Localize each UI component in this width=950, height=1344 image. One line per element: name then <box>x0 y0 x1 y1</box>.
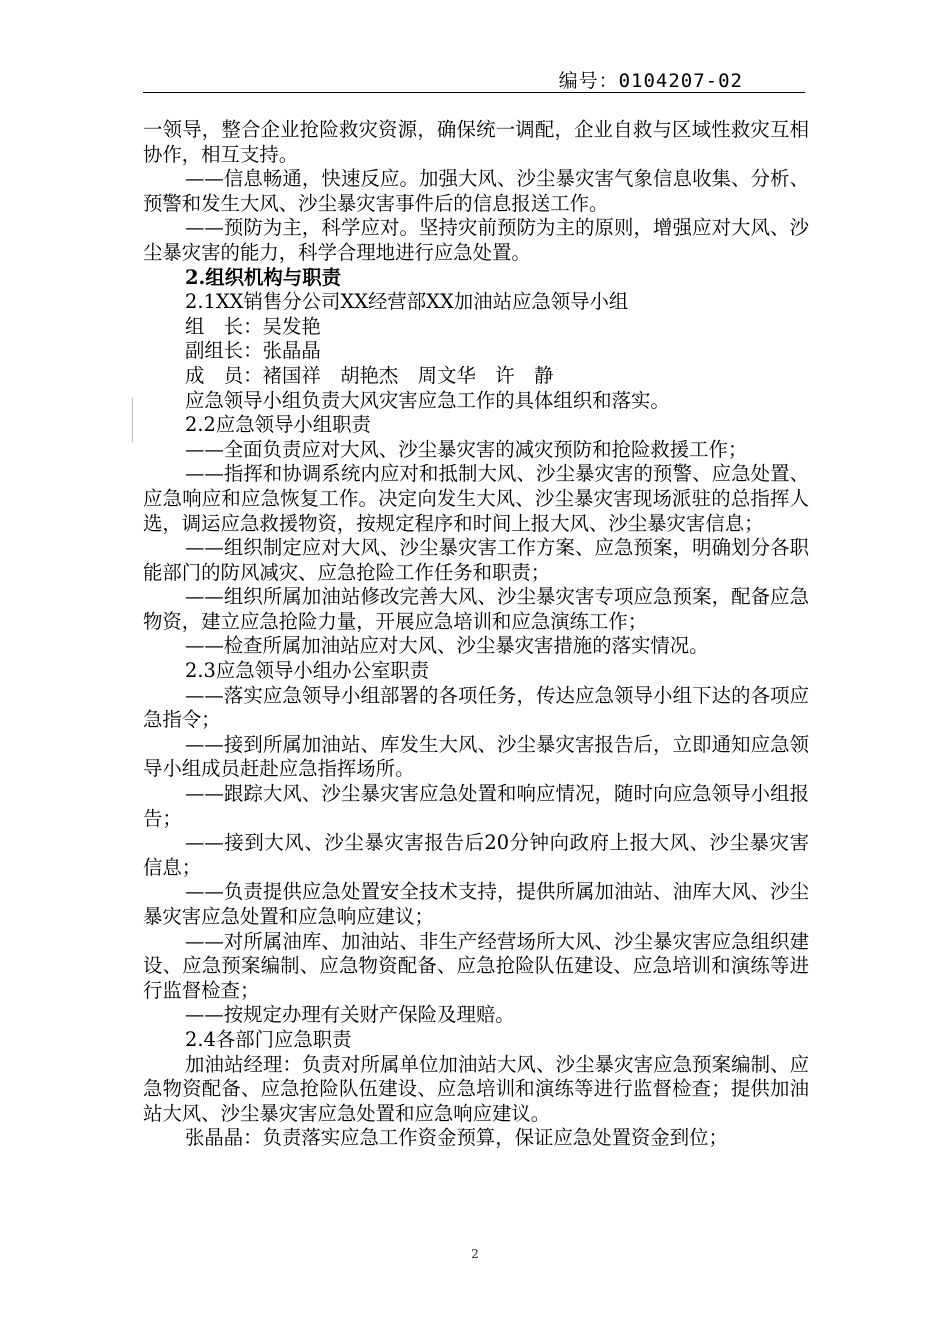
paragraph: 成 员：褚国祥 胡艳杰 周文华 许 静 <box>185 363 554 387</box>
paragraph: ——负责提供应急处置安全技术支持，提供所属加油站、油库大风、沙尘暴灾害应急处置和应急响应建议； <box>143 880 809 928</box>
document-number: 编号：0104207-02 <box>558 70 743 92</box>
paragraph: ——跟踪大风、沙尘暴灾害应急处置和响应情况，随时向应急领导小组报告； <box>143 782 809 830</box>
paragraph: ——接到所属加油站、库发生大风、沙尘暴灾害报告后，立即通知应急领导小组成员赶赴应急指挥场所。 <box>143 732 809 781</box>
paragraph: 张晶晶：负责落实应急工作资金预算，保证应急处置资金到位； <box>185 1126 728 1150</box>
page-header <box>143 64 805 93</box>
paragraph: ——按规定办理有关财产保险及理赔。 <box>185 1003 515 1027</box>
paragraph: ——指挥和协调系统内应对和抵制大风、沙尘暴灾害的预警、应急处置、应急响应和应急恢复工作。决定向发生大风、沙尘暴灾害现场派驻的总指挥人选，调运应急救援物资，按规定程序和时间上报大风、沙尘暴灾害信息； <box>143 462 809 535</box>
paragraph: 2.4各部门应急职责 <box>185 1027 352 1051</box>
paragraph: 2.3应急领导小组办公室职责 <box>185 659 430 683</box>
paragraph: ——全面负责应对大风、沙尘暴灾害的减灾预防和抢险救援工作； <box>185 437 748 461</box>
paragraph: ——信息畅通，快速反应。加强大风、沙尘暴灾害气象信息收集、分析、预警和发生大风、沙尘暴灾害事件后的信息报送工作。 <box>143 167 809 215</box>
text-cursor-marker <box>132 398 133 442</box>
paragraph: 组 长：吴发艳 <box>185 314 321 338</box>
document-body <box>143 118 809 1151</box>
paragraph: 副组长：张晶晶 <box>185 339 321 363</box>
paragraph: 一领导，整合企业抢险救灾资源，确保统一调配，企业自救与区域性救灾互相协作，相互支持。 <box>143 118 809 166</box>
paragraph: ——对所属油库、加油站、非生产经营场所大风、沙尘暴灾害应急组织建设、应急预案编制、应急物资配备、应急抢险队伍建设、应急培训和演练等进行监督检查； <box>143 929 809 1002</box>
paragraph: ——组织制定应对大风、沙尘暴灾害工作方案、应急预案，明确划分各职能部门的防风减灾、应急抢险工作任务和职责； <box>143 536 809 584</box>
paragraph: ——接到大风、沙尘暴灾害报告后20分钟向政府上报大风、沙尘暴灾害信息； <box>143 831 809 879</box>
paragraph: ——组织所属加油站修改完善大风、沙尘暴灾害专项应急预案，配备应急物资，建立应急抢险力量，开展应急培训和应急演练工作； <box>143 585 809 633</box>
page-number: 2 <box>471 1247 479 1261</box>
paragraph: ——检查所属加油站应对大风、沙尘暴灾害措施的落实情况。 <box>185 634 709 658</box>
paragraph: ——落实应急领导小组部署的各项任务，传达应急领导小组下达的各项应急指令； <box>143 683 809 732</box>
section-heading: 2.组织机构与职责 <box>185 265 341 289</box>
paragraph: 2.2应急领导小组职责 <box>185 413 371 437</box>
paragraph: 应急领导小组负责大风灾害应急工作的具体组织和落实。 <box>185 388 670 412</box>
paragraph: 加油站经理：负责对所属单位加油站大风、沙尘暴灾害应急预案编制、应急物资配备、应急抢险队伍建设、应急培训和演练等进行监督检查；提供加油站大风、沙尘暴灾害应急处置和应急响应建议。 <box>143 1052 809 1125</box>
paragraph: ——预防为主，科学应对。坚持灾前预防为主的原则，增强应对大风、沙尘暴灾害的能力，科学合理地进行应急处置。 <box>143 216 809 264</box>
paragraph: 2.1XX销售分公司XX经营部XX加油站应急领导小组 <box>185 290 629 314</box>
